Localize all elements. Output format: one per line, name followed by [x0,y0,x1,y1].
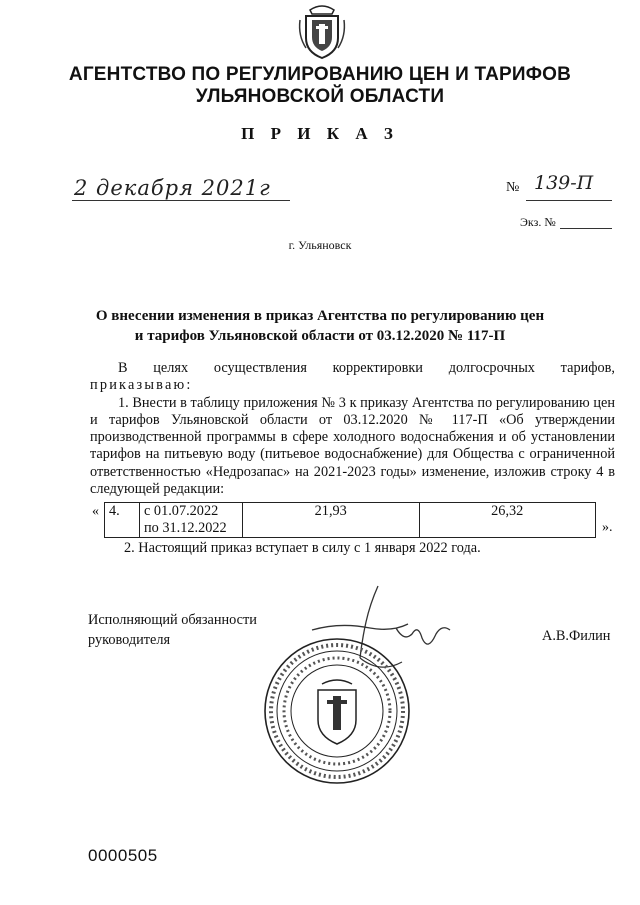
number-label: № [506,180,520,195]
coat-of-arms-icon [296,0,348,62]
signer-position [88,610,257,650]
date-underline [72,200,290,201]
copy-number-underline [560,228,612,229]
order-word: приказываю: [90,377,193,394]
tariff-value-2-cell: 26,32 [419,503,596,538]
handwritten-number: 139-П [534,172,594,194]
item-1-paragraph: 1. Внести в таблицу приложения № 3 к приказу Агентства по регулированию цен и тарифов Ульяновской области от 03.12.2020 № 117-П «Об утверждении производственной программы в сфере холодного водоснабжения и об установлении тарифов на питьевую воду (питьевое водоснабжение) для Общества с ограниченной ответственностью «Недрозапас» на 2021-2023 годы» изменение, изложив строку 4 в следующей редакции: [90,394,615,498]
period-cell [140,503,243,538]
document-subject [80,306,560,346]
signer-name: А.В.Филин [542,628,611,644]
row-number-cell: 4. [105,503,140,538]
official-seal-icon [262,636,412,786]
subject-line2: и тарифов Ульяновской области от 03.12.2020 № 117-П [134,328,506,344]
organization-title [40,64,600,108]
intro-paragraph: В целях осуществления корректировки долгосрочных тарифов, [118,360,615,376]
item-2-paragraph: 2. Настоящий приказ вступает в силу с 1 января 2022 года. [124,540,481,556]
registration-number: 0000505 [88,846,158,865]
handwritten-date: 2 декабря 2021г [74,176,271,200]
row-quote-close: ». [602,520,613,535]
subject-line1: О внесении изменения в приказ Агентства по регулированию цен [95,308,545,324]
period-start: с 01.07.2022 [144,503,219,519]
copy-number-label: Экз. № [520,215,556,229]
number-underline [526,200,612,201]
signer-position-line2: руководителя [88,632,171,648]
document-type: П Р И К А З [241,124,399,143]
amendment-table [104,502,596,538]
organization-title-line2: УЛЬЯНОВСКОЙ ОБЛАСТИ [195,86,445,107]
period-end: по 31.12.2022 [144,520,227,536]
city: г. Ульяновск [288,238,352,252]
table-row [105,503,596,538]
document-body [90,360,615,498]
signer-position-line1: Исполняющий обязанности [88,612,257,628]
tariff-value-1-cell: 21,93 [243,503,420,538]
organization-title-line1: АГЕНТСТВО ПО РЕГУЛИРОВАНИЮ ЦЕН И ТАРИФОВ [68,64,572,85]
row-quote-open: « [92,504,99,519]
